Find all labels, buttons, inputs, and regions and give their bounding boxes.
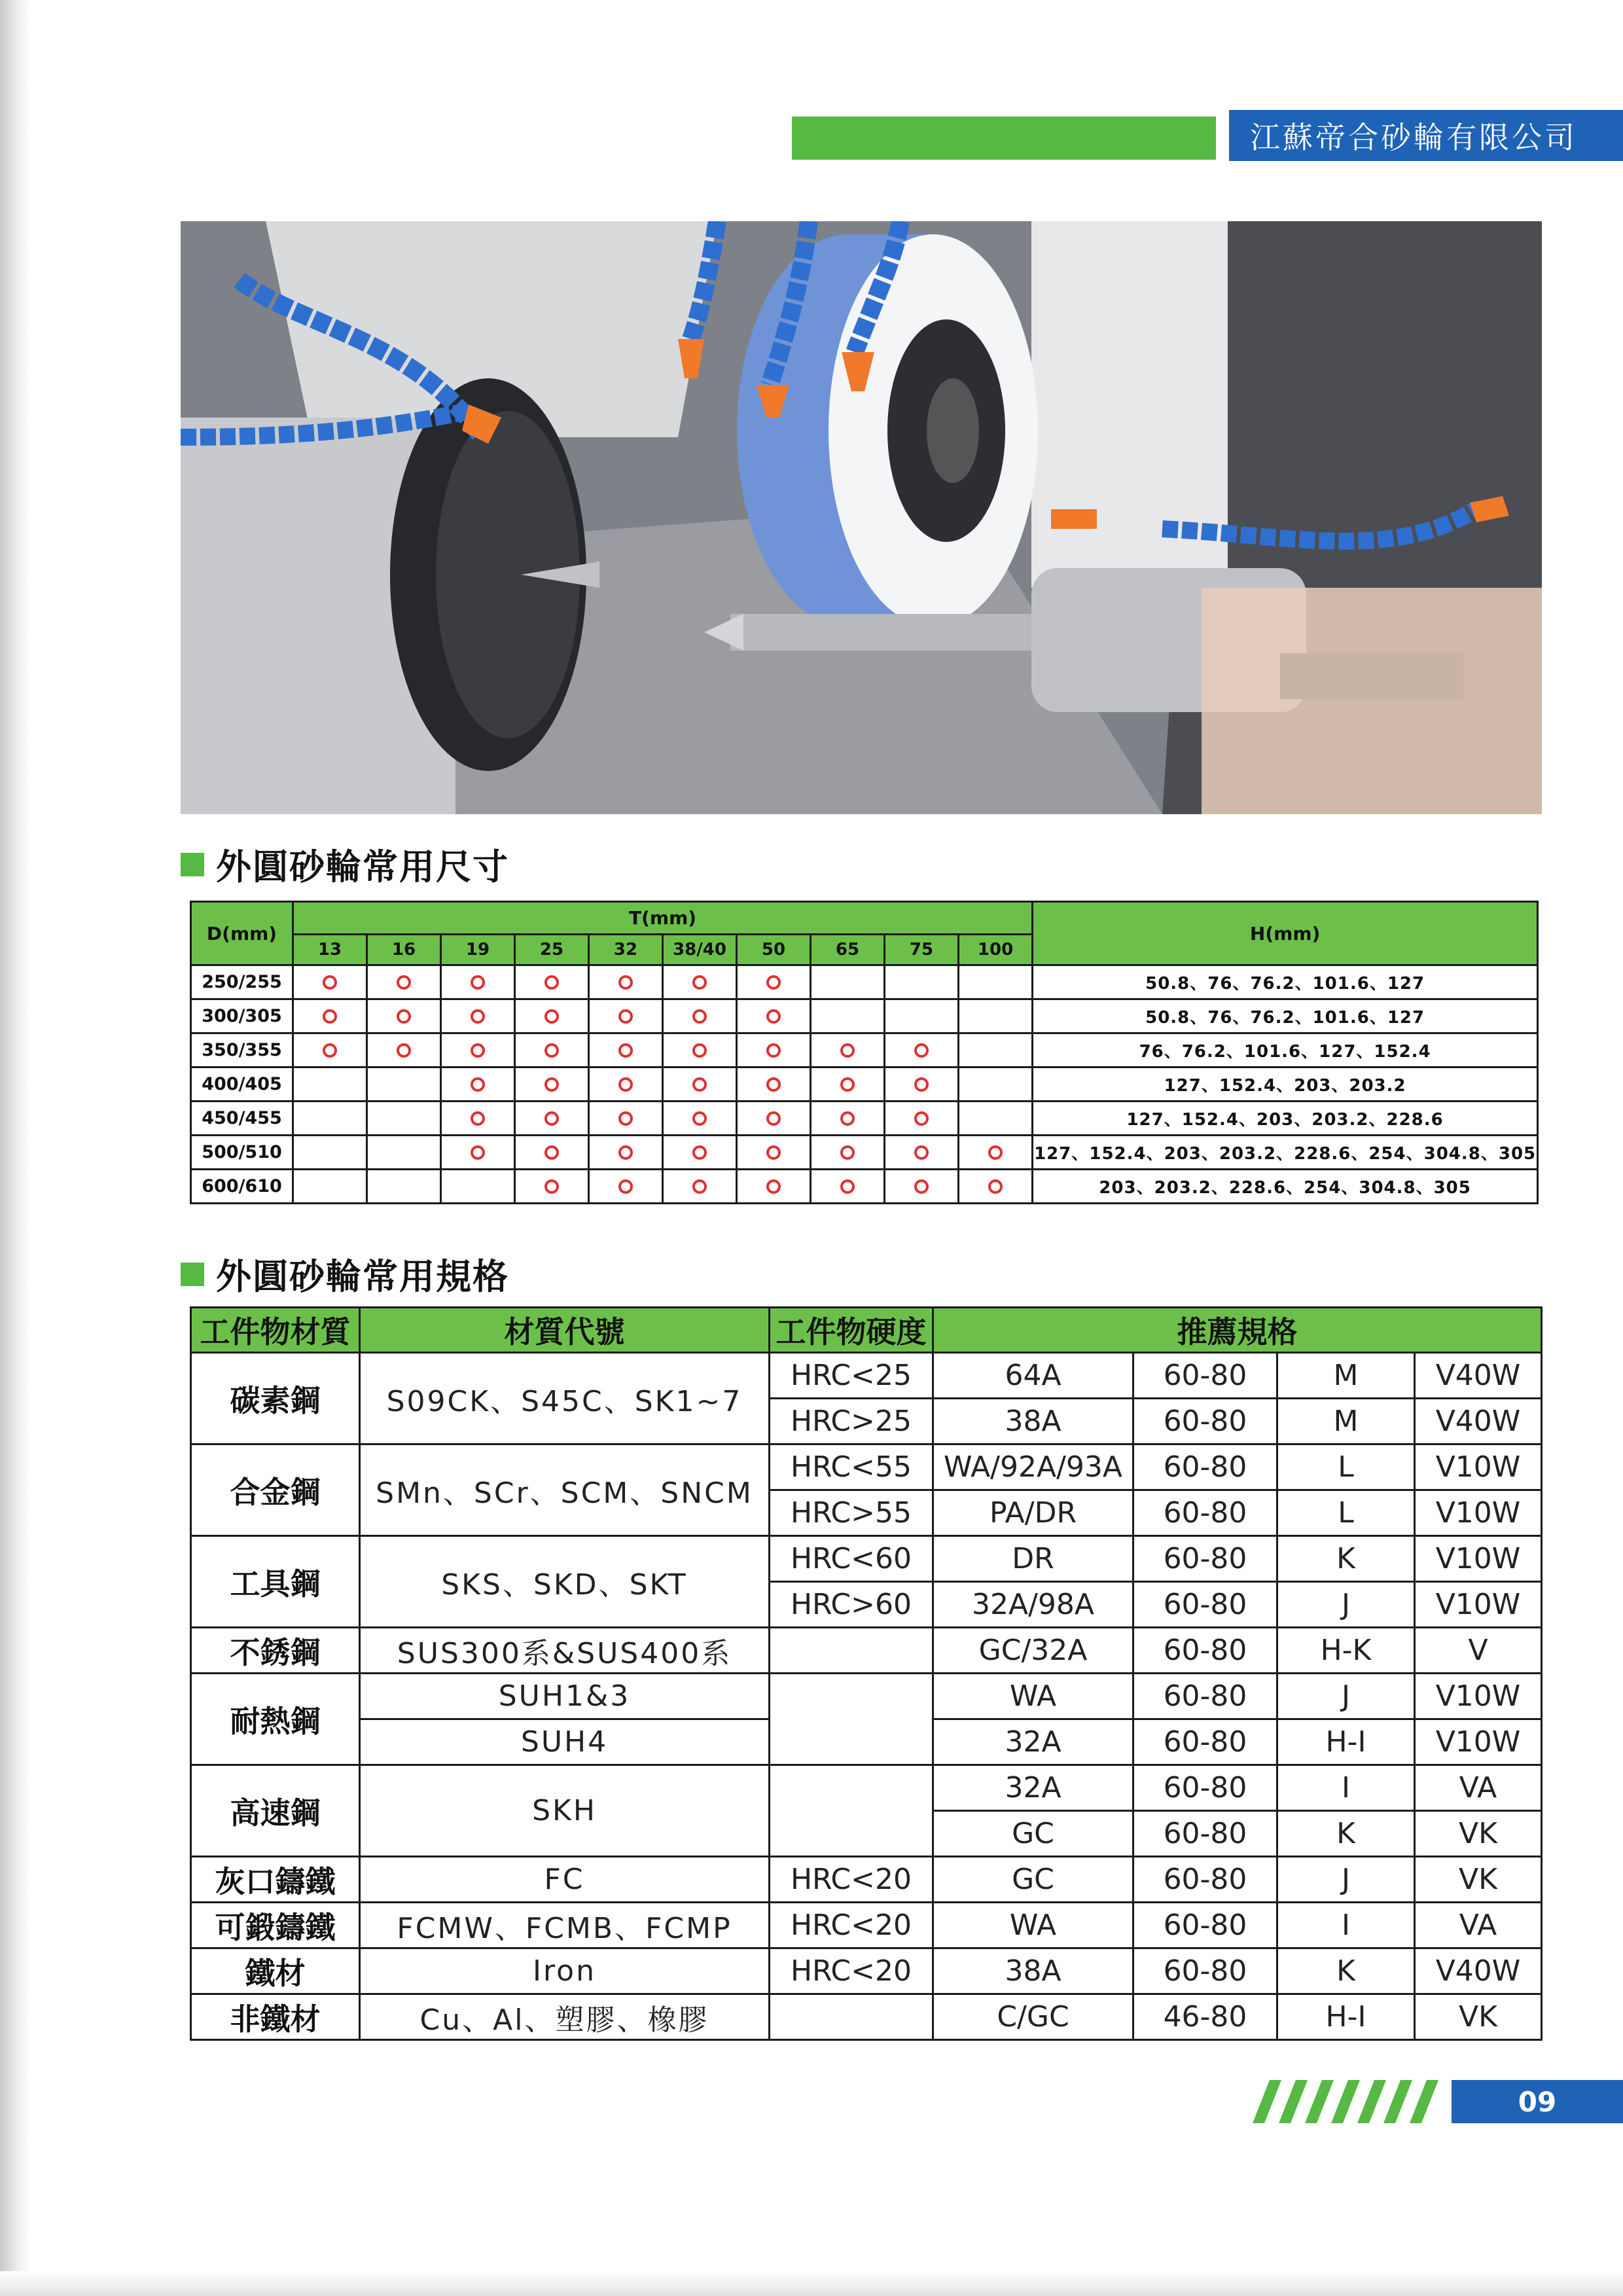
available-mark-icon (914, 1111, 929, 1126)
grade-cell: I (1277, 1903, 1415, 1948)
hardness-header: 工件物硬度 (770, 1308, 933, 1353)
t-mark-cell (441, 1136, 515, 1170)
t-mark-cell (959, 1067, 1033, 1102)
grit-cell: 60-80 (1133, 1536, 1277, 1582)
t-mark-cell (811, 1170, 885, 1204)
bond-cell: VK (1415, 1811, 1542, 1857)
abrasive-cell: WA (933, 1903, 1133, 1948)
t-mark-cell (663, 1033, 737, 1067)
available-mark-icon (988, 1145, 1003, 1160)
t-mark-cell (663, 1170, 737, 1204)
grit-cell: 60-80 (1133, 1719, 1277, 1765)
t-value: 25 (515, 935, 589, 965)
material-cell: 高速鋼 (191, 1765, 360, 1857)
hardness-cell: HRC>25 (770, 1399, 933, 1444)
available-mark-icon (988, 1179, 1003, 1194)
d-cell: 350/355 (191, 1033, 293, 1067)
t-mark-cell (737, 1170, 811, 1204)
available-mark-icon (544, 1009, 559, 1024)
t-mark-cell (589, 1033, 663, 1067)
code-cell: Cu、Al、塑膠、橡膠 (360, 1994, 770, 2040)
size-row (191, 1102, 1538, 1136)
t-mark-cell (515, 965, 589, 999)
grinding-machine-photo (181, 221, 1542, 814)
size-table-body (191, 965, 1538, 1204)
recommend-header: 推薦規格 (933, 1308, 1542, 1353)
available-mark-icon (914, 1077, 929, 1092)
available-mark-icon (544, 1145, 559, 1160)
material-cell: 碳素鋼 (191, 1353, 360, 1444)
available-mark-icon (692, 1043, 707, 1058)
t-mark-cell (589, 1136, 663, 1170)
hardness-cell: HRC>60 (770, 1582, 933, 1628)
material-cell: 可鍛鑄鐵 (191, 1903, 360, 1948)
t-mark-cell (441, 965, 515, 999)
t-mark-cell (441, 1170, 515, 1204)
size-row (191, 1033, 1538, 1067)
t-mark-cell (589, 1067, 663, 1102)
available-mark-icon (840, 1077, 855, 1092)
size-row (191, 1067, 1538, 1102)
t-mark-cell (589, 965, 663, 999)
available-mark-icon (692, 975, 707, 990)
t-mark-cell (959, 1102, 1033, 1136)
grit-cell: 60-80 (1133, 1582, 1277, 1628)
available-mark-icon (840, 1145, 855, 1160)
t-value: 16 (367, 935, 441, 965)
grade-cell: I (1277, 1765, 1415, 1811)
t-mark-cell (293, 1067, 367, 1102)
t-mark-cell (737, 965, 811, 999)
green-square-icon (181, 853, 204, 876)
available-mark-icon (471, 975, 485, 990)
hardness-cell: HRC<20 (770, 1857, 933, 1903)
t-mark-cell (737, 1136, 811, 1170)
available-mark-icon (397, 1009, 411, 1024)
grade-cell: M (1277, 1353, 1415, 1399)
t-mark-cell (959, 1136, 1033, 1170)
h-cell: 127、152.4、203、203.2 (1033, 1067, 1538, 1102)
available-mark-icon (914, 1043, 929, 1058)
available-mark-icon (766, 1111, 781, 1126)
section-title-text: 外圓砂輪常用尺寸 (216, 846, 509, 888)
available-mark-icon (618, 1077, 633, 1092)
available-mark-icon (766, 1043, 781, 1058)
t-mark-cell (959, 965, 1033, 999)
page-edge-shadow (0, 0, 30, 2296)
available-mark-icon (471, 1145, 485, 1160)
available-mark-icon (323, 975, 337, 990)
h-cell: 127、152.4、203、203.2、228.6、254、304.8、305 (1033, 1136, 1538, 1170)
available-mark-icon (471, 1043, 485, 1058)
available-mark-icon (840, 1179, 855, 1194)
t-mark-cell (737, 1067, 811, 1102)
t-value: 100 (959, 935, 1033, 965)
t-mark-cell (737, 1102, 811, 1136)
available-mark-icon (692, 1077, 707, 1092)
abrasive-cell: PA/DR (933, 1490, 1133, 1536)
code-cell: SUH1&3 (360, 1674, 770, 1719)
available-mark-icon (840, 1111, 855, 1126)
grade-cell: K (1277, 1948, 1415, 1994)
hardness-cell: HRC<60 (770, 1536, 933, 1582)
grade-cell: J (1277, 1857, 1415, 1903)
abrasive-cell: 38A (933, 1399, 1133, 1444)
available-mark-icon (471, 1111, 485, 1126)
t-mark-cell (811, 1067, 885, 1102)
available-mark-icon (544, 975, 559, 990)
t-mark-cell (515, 1033, 589, 1067)
abrasive-cell: WA/92A/93A (933, 1444, 1133, 1490)
available-mark-icon (840, 1043, 855, 1058)
h-header: H(mm) (1033, 902, 1538, 965)
t-mark-cell (515, 1102, 589, 1136)
hardness-cell: HRC<55 (770, 1444, 933, 1490)
grit-cell: 60-80 (1133, 1628, 1277, 1674)
available-mark-icon (544, 1077, 559, 1092)
t-mark-cell (293, 1170, 367, 1204)
bond-cell: V (1415, 1628, 1542, 1674)
available-mark-icon (471, 1077, 485, 1092)
grit-cell: 60-80 (1133, 1353, 1277, 1399)
available-mark-icon (618, 975, 633, 990)
material-cell: 不銹鋼 (191, 1628, 360, 1674)
t-mark-cell (811, 999, 885, 1033)
t-mark-cell (367, 999, 441, 1033)
size-table (190, 901, 1539, 1204)
t-value: 38/40 (663, 935, 737, 965)
t-value: 32 (589, 935, 663, 965)
code-cell: SKS、SKD、SKT (360, 1536, 770, 1628)
abrasive-cell: C/GC (933, 1994, 1133, 2040)
material-cell: 灰口鑄鐵 (191, 1857, 360, 1903)
code-header: 材質代號 (360, 1308, 770, 1353)
page-number: 09 (1518, 2085, 1557, 2118)
t-mark-cell (737, 1033, 811, 1067)
t-mark-cell (367, 1067, 441, 1102)
t-mark-cell (663, 999, 737, 1033)
h-cell: 50.8、76、76.2、101.6、127 (1033, 965, 1538, 999)
t-value: 75 (885, 935, 959, 965)
header-green-bar (792, 117, 1216, 160)
hardness-cell (770, 1994, 933, 2040)
t-header: T(mm) (293, 902, 1033, 935)
available-mark-icon (766, 1179, 781, 1194)
available-mark-icon (618, 1111, 633, 1126)
available-mark-icon (544, 1111, 559, 1126)
green-square-icon (181, 1263, 204, 1286)
available-mark-icon (692, 1145, 707, 1160)
abrasive-cell: GC/32A (933, 1628, 1133, 1674)
t-mark-cell (663, 1102, 737, 1136)
code-cell: FCMW、FCMB、FCMP (360, 1903, 770, 1948)
abrasive-cell: DR (933, 1536, 1133, 1582)
t-mark-cell (811, 1102, 885, 1136)
available-mark-icon (618, 1145, 633, 1160)
available-mark-icon (914, 1145, 929, 1160)
grit-cell: 46-80 (1133, 1994, 1277, 2040)
grade-cell: H-I (1277, 1719, 1415, 1765)
t-mark-cell (885, 999, 959, 1033)
bond-cell: VK (1415, 1994, 1542, 2040)
bond-cell: VA (1415, 1765, 1542, 1811)
t-mark-cell (589, 1102, 663, 1136)
d-cell: 300/305 (191, 999, 293, 1033)
code-cell: SMn、SCr、SCM、SNCM (360, 1444, 770, 1536)
grade-cell: H-K (1277, 1628, 1415, 1674)
d-cell: 450/455 (191, 1102, 293, 1136)
t-mark-cell (367, 1136, 441, 1170)
available-mark-icon (323, 1043, 337, 1058)
material-cell: 合金鋼 (191, 1444, 360, 1536)
t-mark-cell (293, 965, 367, 999)
t-mark-cell (885, 1067, 959, 1102)
hardness-cell (770, 1628, 933, 1674)
grit-cell: 60-80 (1133, 1765, 1277, 1811)
available-mark-icon (618, 1043, 633, 1058)
hardness-cell (770, 1765, 933, 1857)
d-cell: 600/610 (191, 1170, 293, 1204)
grit-cell: 60-80 (1133, 1674, 1277, 1719)
t-value: 19 (441, 935, 515, 965)
available-mark-icon (471, 1009, 485, 1024)
d-cell: 400/405 (191, 1067, 293, 1102)
t-mark-cell (367, 1033, 441, 1067)
available-mark-icon (766, 1145, 781, 1160)
material-cell: 非鐵材 (191, 1994, 360, 2040)
t-mark-cell (885, 1033, 959, 1067)
t-mark-cell (441, 1102, 515, 1136)
t-mark-cell (959, 1170, 1033, 1204)
t-mark-cell (663, 1136, 737, 1170)
bond-cell: V40W (1415, 1948, 1542, 1994)
t-mark-cell (515, 1170, 589, 1204)
page-number-badge (1452, 2080, 1623, 2123)
available-mark-icon (766, 975, 781, 990)
d-cell: 500/510 (191, 1136, 293, 1170)
t-mark-cell (811, 1136, 885, 1170)
bond-cell: V40W (1415, 1353, 1542, 1399)
abrasive-cell: 38A (933, 1948, 1133, 1994)
section-title-specs (181, 1249, 509, 1299)
code-cell: SUH4 (360, 1719, 770, 1765)
hardness-cell (770, 1674, 933, 1765)
hardness-cell: HRC>55 (770, 1490, 933, 1536)
t-mark-cell (367, 1170, 441, 1204)
t-mark-cell (663, 1067, 737, 1102)
available-mark-icon (692, 1009, 707, 1024)
available-mark-icon (397, 975, 411, 990)
t-value: 13 (293, 935, 367, 965)
size-row (191, 999, 1538, 1033)
bond-cell: V10W (1415, 1719, 1542, 1765)
company-name: 江蘇帝合砂輪有限公司 (1250, 120, 1577, 155)
h-cell: 50.8、76、76.2、101.6、127 (1033, 999, 1538, 1033)
abrasive-cell: GC (933, 1811, 1133, 1857)
size-row (191, 1136, 1538, 1170)
t-mark-cell (441, 1033, 515, 1067)
t-mark-cell (811, 1033, 885, 1067)
grit-cell: 60-80 (1133, 1948, 1277, 1994)
t-mark-cell (959, 1033, 1033, 1067)
grade-cell: M (1277, 1399, 1415, 1444)
material-cell: 工具鋼 (191, 1536, 360, 1628)
hardness-cell: HRC<20 (770, 1948, 933, 1994)
hardness-cell: HRC<25 (770, 1353, 933, 1399)
code-cell: SUS300系&SUS400系 (360, 1628, 770, 1674)
t-mark-cell (885, 965, 959, 999)
code-cell: FC (360, 1857, 770, 1903)
h-cell: 203、203.2、228.6、254、304.8、305 (1033, 1170, 1538, 1204)
abrasive-cell: 32A (933, 1719, 1133, 1765)
available-mark-icon (618, 1179, 633, 1194)
t-mark-cell (885, 1102, 959, 1136)
hardness-cell: HRC<20 (770, 1903, 933, 1948)
h-cell: 127、152.4、203、203.2、228.6 (1033, 1102, 1538, 1136)
grade-cell: K (1277, 1811, 1415, 1857)
bond-cell: VK (1415, 1857, 1542, 1903)
available-mark-icon (914, 1179, 929, 1194)
available-mark-icon (544, 1043, 559, 1058)
available-mark-icon (323, 1009, 337, 1024)
grade-cell: J (1277, 1674, 1415, 1719)
t-mark-cell (959, 999, 1033, 1033)
t-mark-cell (293, 1102, 367, 1136)
material-cell: 耐熱鋼 (191, 1674, 360, 1765)
section-title-sizes (181, 839, 509, 889)
grade-cell: L (1277, 1444, 1415, 1490)
abrasive-cell: 32A (933, 1765, 1133, 1811)
t-mark-cell (441, 1067, 515, 1102)
material-header: 工件物材質 (191, 1308, 360, 1353)
available-mark-icon (397, 1043, 411, 1058)
grit-cell: 60-80 (1133, 1444, 1277, 1490)
page-bottom-shadow (0, 2271, 1623, 2296)
grit-cell: 60-80 (1133, 1490, 1277, 1536)
bond-cell: V10W (1415, 1490, 1542, 1536)
t-mark-cell (293, 999, 367, 1033)
abrasive-cell: 64A (933, 1353, 1133, 1399)
available-mark-icon (692, 1179, 707, 1194)
abrasive-cell: GC (933, 1857, 1133, 1903)
available-mark-icon (618, 1009, 633, 1024)
t-mark-cell (589, 1170, 663, 1204)
t-mark-cell (885, 1136, 959, 1170)
t-mark-cell (811, 965, 885, 999)
bond-cell: VA (1415, 1903, 1542, 1948)
t-mark-cell (589, 999, 663, 1033)
abrasive-cell: WA (933, 1674, 1133, 1719)
t-mark-cell (663, 965, 737, 999)
t-mark-cell (367, 965, 441, 999)
material-cell: 鐵材 (191, 1948, 360, 1994)
t-mark-cell (515, 999, 589, 1033)
t-mark-cell (367, 1102, 441, 1136)
header-company-banner (1229, 110, 1623, 161)
t-value: 50 (737, 935, 811, 965)
t-value: 65 (811, 935, 885, 965)
bond-cell: V10W (1415, 1444, 1542, 1490)
available-mark-icon (766, 1009, 781, 1024)
d-header: D(mm) (191, 902, 293, 965)
grit-cell: 60-80 (1133, 1811, 1277, 1857)
grade-cell: K (1277, 1536, 1415, 1582)
spec-table (190, 1306, 1543, 2041)
available-mark-icon (692, 1111, 707, 1126)
bond-cell: V10W (1415, 1674, 1542, 1719)
footer-stripes-icon (1253, 2080, 1462, 2123)
available-mark-icon (766, 1077, 781, 1092)
available-mark-icon (544, 1179, 559, 1194)
grade-cell: L (1277, 1490, 1415, 1536)
t-mark-cell (737, 999, 811, 1033)
abrasive-cell: 32A/98A (933, 1582, 1133, 1628)
code-cell: Iron (360, 1948, 770, 1994)
bond-cell: V40W (1415, 1399, 1542, 1444)
section-title-text: 外圓砂輪常用規格 (216, 1256, 509, 1297)
bond-cell: V10W (1415, 1582, 1542, 1628)
d-cell: 250/255 (191, 965, 293, 999)
t-mark-cell (515, 1136, 589, 1170)
t-mark-cell (293, 1033, 367, 1067)
grade-cell: J (1277, 1582, 1415, 1628)
h-cell: 76、76.2、101.6、127、152.4 (1033, 1033, 1538, 1067)
grade-cell: H-I (1277, 1994, 1415, 2040)
code-cell: S09CK、S45C、SK1~7 (360, 1353, 770, 1444)
grit-cell: 60-80 (1133, 1399, 1277, 1444)
t-mark-cell (293, 1136, 367, 1170)
grit-cell: 60-80 (1133, 1857, 1277, 1903)
grit-cell: 60-80 (1133, 1903, 1277, 1948)
t-mark-cell (515, 1067, 589, 1102)
size-row (191, 965, 1538, 999)
code-cell: SKH (360, 1765, 770, 1857)
t-mark-cell (441, 999, 515, 1033)
bond-cell: V10W (1415, 1536, 1542, 1582)
t-mark-cell (885, 1170, 959, 1204)
size-row (191, 1170, 1538, 1204)
